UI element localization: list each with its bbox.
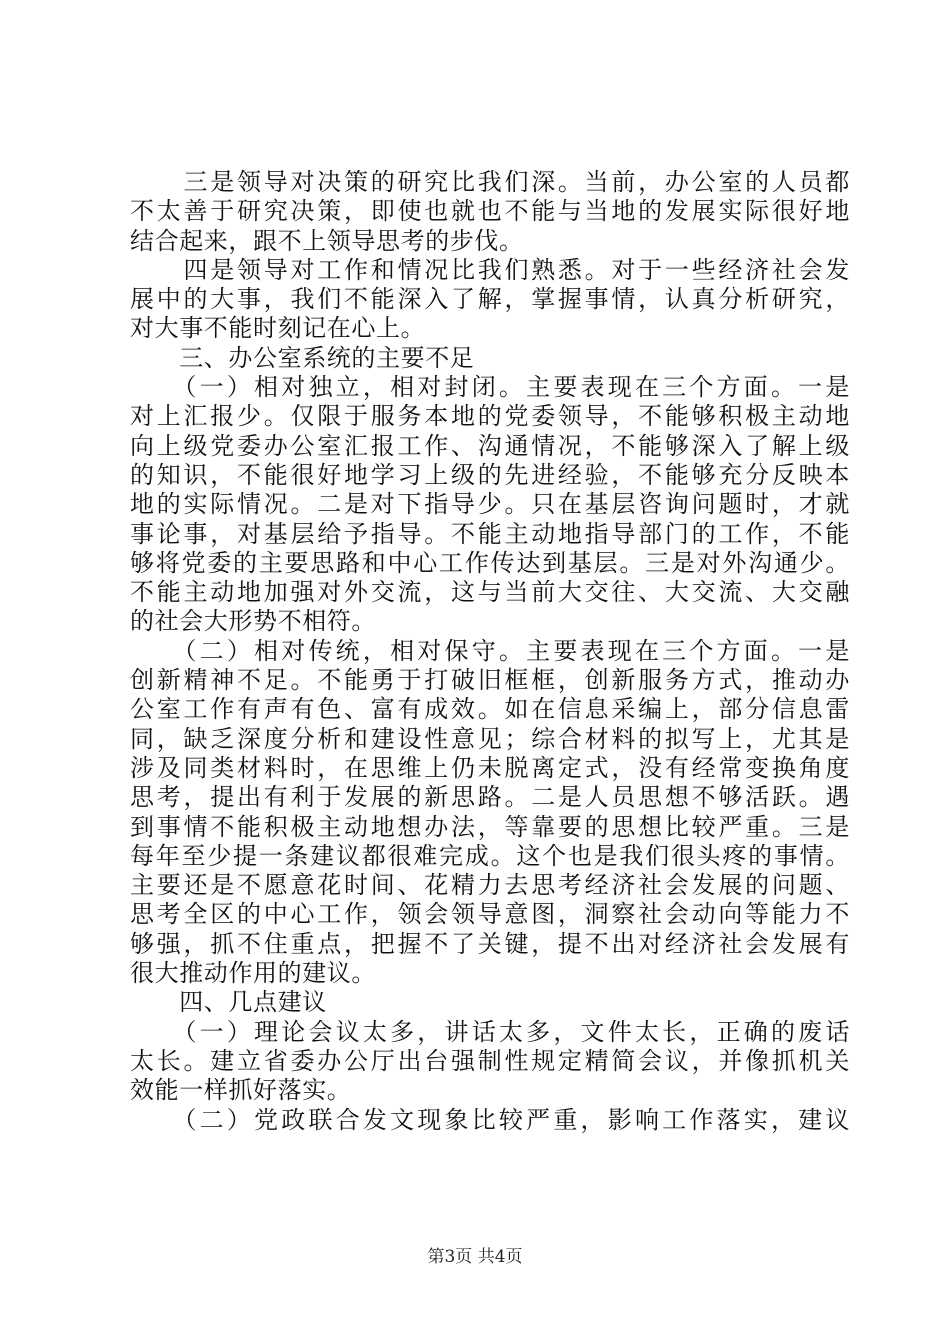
text-line: 到事情不能积极主动地想办法，等靠要的思想比较严重。三是 xyxy=(130,812,850,841)
text-line: 对大事不能时刻记在心上。 xyxy=(130,314,426,343)
text-line: 每年至少提一条建议都很难完成。这个也是我们很头疼的事情。 xyxy=(130,841,850,870)
text-line: 不太善于研究决策，即使也就也不能与当地的发展实际很好地 xyxy=(130,197,850,226)
text-line: 的社会大形势不相符。 xyxy=(130,607,376,636)
text-line: 公室工作有声有色、富有成效。如在信息采编上，部分信息雷 xyxy=(130,695,850,724)
text-line: 主要还是不愿意花时间、花精力去思考经济社会发展的问题、 xyxy=(130,871,850,900)
text-line: 不能主动地加强对外交流，这与当前大交往、大交流、大交融 xyxy=(130,578,850,607)
text-line: 思考，提出有利于发展的新思路。二是人员思想不够活跃。遇 xyxy=(130,783,850,812)
text-line: 太长。建立省委办公厅出台强制性规定精简会议，并像抓机关 xyxy=(130,1046,850,1075)
text-line: 对上汇报少。仅限于服务本地的党委领导，不能够积极主动地 xyxy=(130,402,850,431)
text-line: （一）相对独立，相对封闭。主要表现在三个方面。一是 xyxy=(130,373,850,402)
text-line: 的知识，不能很好地学习上级的先进经验，不能够充分反映本 xyxy=(130,460,850,489)
document-body xyxy=(130,168,850,1135)
text-line: 三是领导对决策的研究比我们深。当前，办公室的人员都 xyxy=(130,168,850,196)
text-line: （一）理论会议太多，讲话太多，文件太长，正确的废话 xyxy=(130,1017,850,1046)
text-line: 涉及同类材料时，在思维上仍未脱离定式，没有经常变换角度 xyxy=(130,753,850,782)
text-line: 四、几点建议 xyxy=(130,988,327,1017)
text-line: 地的实际情况。二是对下指导少。只在基层咨询问题时，才就 xyxy=(130,490,850,519)
text-line: 向上级党委办公室汇报工作、沟通情况，不能够深入了解上级 xyxy=(130,431,850,460)
text-line: 同，缺乏深度分析和建设性意见；综合材料的拟写上，尤其是 xyxy=(130,724,850,753)
text-line: 很大推动作用的建议。 xyxy=(130,959,376,988)
text-line: （二）党政联合发文现象比较严重，影响工作落实，建议 xyxy=(130,1105,850,1134)
text-line: 思考全区的中心工作，领会领导意图，洞察社会动向等能力不 xyxy=(130,900,850,929)
page-number-label: 第3页 共4页 xyxy=(427,1247,523,1267)
text-line: 效能一样抓好落实。 xyxy=(130,1076,352,1105)
text-line: 四是领导对工作和情况比我们熟悉。对于一些经济社会发 xyxy=(130,255,850,284)
text-line: 够强，抓不住重点，把握不了关键，提不出对经济社会发展有 xyxy=(130,929,850,958)
text-line: 三、办公室系统的主要不足 xyxy=(130,343,475,372)
text-line: 够将党委的主要思路和中心工作传达到基层。三是对外沟通少。 xyxy=(130,548,850,577)
text-line: 事论事，对基层给予指导。不能主动地指导部门的工作，不能 xyxy=(130,519,850,548)
text-line: 创新精神不足。不能勇于打破旧框框，创新服务方式，推动办 xyxy=(130,666,850,695)
text-line: 结合起来，跟不上领导思考的步伐。 xyxy=(130,226,524,255)
text-line: 展中的大事，我们不能深入了解，掌握事情，认真分析研究， xyxy=(130,285,850,314)
text-line: （二）相对传统，相对保守。主要表现在三个方面。一是 xyxy=(130,636,850,665)
page-footer xyxy=(0,1242,950,1267)
